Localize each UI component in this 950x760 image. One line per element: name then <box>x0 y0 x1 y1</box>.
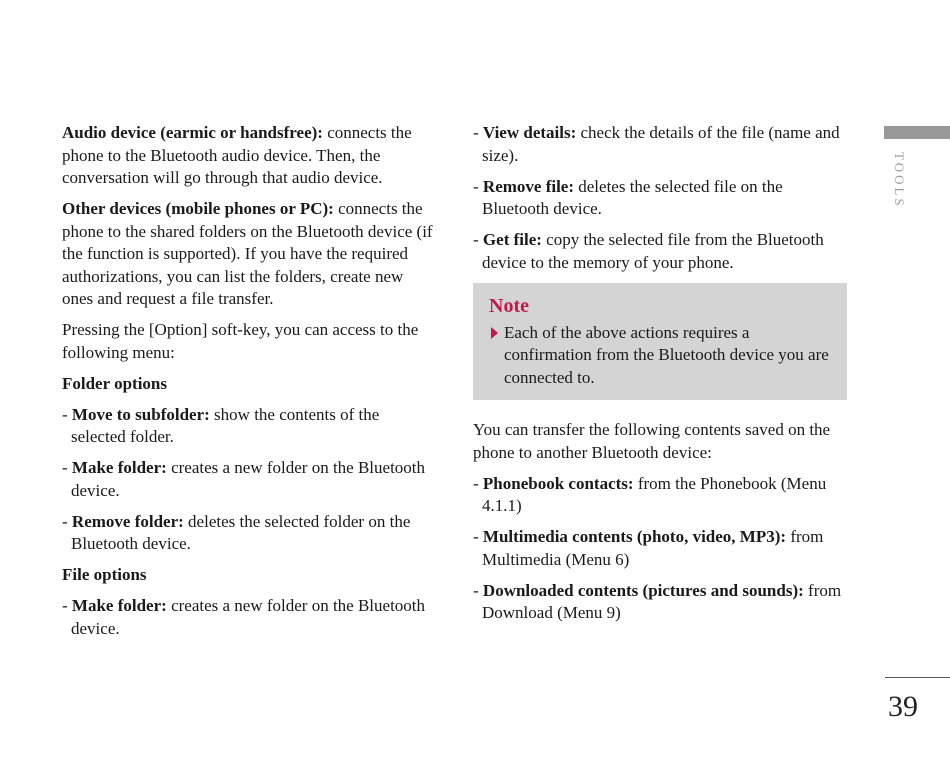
item-term: Phonebook contacts: <box>482 473 634 493</box>
note-title: Note <box>489 294 529 317</box>
item-text: creates a new folder on the Bluetooth device. <box>71 458 426 500</box>
left-column <box>62 122 434 649</box>
right-column <box>473 122 847 633</box>
item-term: Downloaded contents (pictures and sounds): <box>482 580 804 600</box>
audio-device-text: connects the phone to the Bluetooth audio device. Then, the conversation will go through that audio device. <box>62 123 412 187</box>
section-tab-label: TOOLS <box>892 152 907 209</box>
item-term: Remove folder: <box>71 511 184 531</box>
item-text: copy the selected file from the Bluetooth device to the memory of your phone. <box>482 230 824 272</box>
list-item: - Remove file: deletes the selected file on the Bluetooth device. <box>473 176 783 218</box>
item-term: Get file: <box>482 230 542 249</box>
triangle-bullet-icon <box>491 327 498 339</box>
list-item: - Multimedia contents (photo, video, MP3): from Multimedia (Menu 6) <box>473 527 824 569</box>
item-text: deletes the selected file on the Bluetooth device. <box>482 176 783 218</box>
item-term: Make folder: <box>71 596 167 615</box>
item-term: View details: <box>482 123 577 142</box>
list-item: - View details: check the details of the file (name and size). <box>473 123 840 165</box>
note-body <box>489 322 833 390</box>
note-box <box>473 283 847 401</box>
section-tab-bar <box>884 126 950 139</box>
other-devices-paragraph <box>62 198 434 311</box>
list-item: - Downloaded contents (pictures and sounds): from Download (Menu 9) <box>473 580 842 622</box>
audio-device-term: Audio device (earmic or handsfree): <box>62 123 323 142</box>
page-number: 39 <box>888 690 918 723</box>
list-item: - Move to subfolder: show the contents of the selected folder. <box>62 404 380 446</box>
item-term: Move to subfolder: <box>71 404 210 424</box>
item-term: Make folder: <box>71 458 167 477</box>
note-text: Each of the above actions requires a confirmation from the Bluetooth device you are connected to. <box>504 322 829 387</box>
list-item: - Get file: copy the selected file from the Bluetooth device to the memory of your phone. <box>473 230 824 272</box>
list-item: - Make folder: creates a new folder on the Bluetooth device. <box>62 458 426 500</box>
item-term: Remove file: <box>482 176 575 196</box>
item-text: creates a new folder on the Bluetooth device. <box>71 596 426 638</box>
file-options-heading: File options <box>62 565 147 584</box>
item-text: deletes the selected folder on the Bluetooth device. <box>71 511 411 553</box>
audio-device-paragraph <box>62 122 434 190</box>
item-text: from Multimedia (Menu 6) <box>482 527 824 569</box>
other-devices-text: connects the phone to the shared folders on the Bluetooth device (if the function is supported). If you have the required authorizations, you can list the folders, create new ones and request a file transfer. <box>62 199 433 308</box>
list-item: - Make folder: creates a new folder on the Bluetooth device. <box>62 596 426 638</box>
option-intro: Pressing the [Option] soft-key, you can access to the following menu: <box>62 320 419 362</box>
list-item: - Phonebook contacts: from the Phonebook (Menu 4.1.1) <box>473 473 827 515</box>
item-text: from the Phonebook (Menu 4.1.1) <box>482 473 827 515</box>
item-term: Multimedia contents (photo, video, MP3): <box>482 527 787 546</box>
item-text: from Download (Menu 9) <box>482 580 842 622</box>
list-item: - Remove folder: deletes the selected folder on the Bluetooth device. <box>62 511 411 553</box>
item-text: check the details of the file (name and size). <box>482 123 840 165</box>
page-number-rule <box>885 677 950 678</box>
transfer-intro: You can transfer the following contents saved on the phone to another Bluetooth device: <box>473 420 831 462</box>
other-devices-term: Other devices (mobile phones or PC): <box>62 199 334 218</box>
item-text: show the contents of the selected folder. <box>71 404 380 446</box>
folder-options-heading: Folder options <box>62 373 168 393</box>
